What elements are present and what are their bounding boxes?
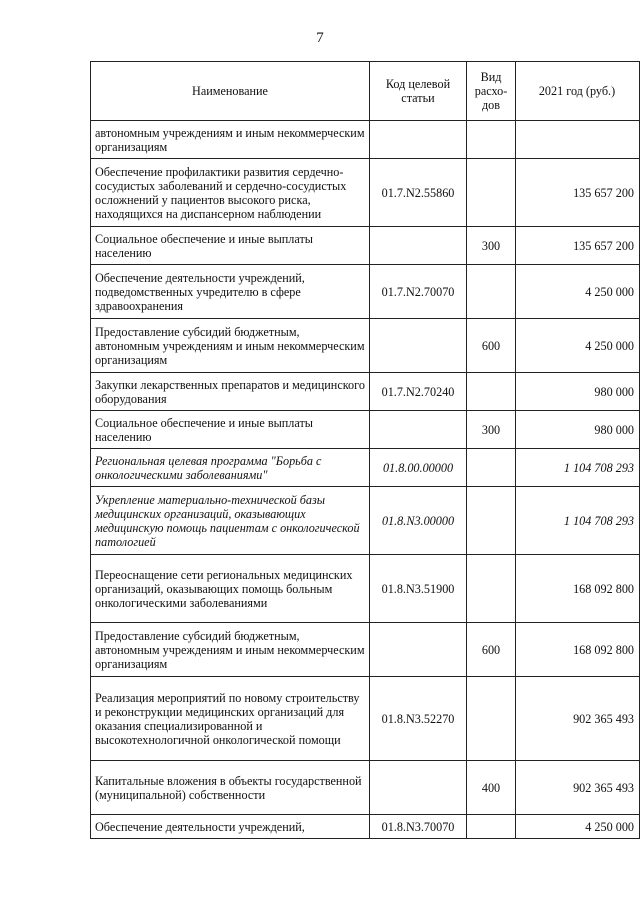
cell-type	[467, 555, 516, 623]
table-row	[91, 487, 640, 555]
cell-name: Капитальные вложения в объекты государственной (муниципальной) собственности	[91, 761, 370, 815]
cell-name: Реализация мероприятий по новому строительству и реконструкции медицинских организаций для оказания специализированной и высокотехнологичной онкологической помощи	[91, 677, 370, 761]
cell-name: Обеспечение деятельности учреждений,	[91, 815, 370, 839]
cell-amount: 902 365 493	[516, 677, 640, 761]
cell-type	[467, 373, 516, 411]
cell-amount: 4 250 000	[516, 815, 640, 839]
cell-amount	[516, 121, 640, 159]
cell-code	[370, 761, 467, 815]
header-amount: 2021 год (руб.)	[516, 62, 640, 121]
cell-code	[370, 623, 467, 677]
table-row	[91, 319, 640, 373]
cell-code: 01.8.N3.52270	[370, 677, 467, 761]
header-type: Вид расхо-дов	[467, 62, 516, 121]
table-row	[91, 815, 640, 839]
cell-name: Предоставление субсидий бюджетным, автономным учреждениям и иным некоммерческим организациям	[91, 623, 370, 677]
header-code: Код целевой статьи	[370, 62, 467, 121]
cell-amount: 1 104 708 293	[516, 449, 640, 487]
cell-code: 01.7.N2.70240	[370, 373, 467, 411]
cell-name: Переоснащение сети региональных медицинских организаций, оказывающих помощь больным онкологическими заболеваниями	[91, 555, 370, 623]
cell-code	[370, 227, 467, 265]
cell-code	[370, 121, 467, 159]
cell-type: 600	[467, 623, 516, 677]
cell-type	[467, 449, 516, 487]
cell-code: 01.8.N3.00000	[370, 487, 467, 555]
cell-name: Социальное обеспечение и иные выплаты населению	[91, 227, 370, 265]
cell-type: 400	[467, 761, 516, 815]
table-row	[91, 555, 640, 623]
cell-amount: 1 104 708 293	[516, 487, 640, 555]
cell-amount: 168 092 800	[516, 555, 640, 623]
cell-type	[467, 677, 516, 761]
cell-name: Социальное обеспечение и иные выплаты населению	[91, 411, 370, 449]
cell-amount: 168 092 800	[516, 623, 640, 677]
cell-type	[467, 815, 516, 839]
cell-amount: 980 000	[516, 373, 640, 411]
cell-amount: 4 250 000	[516, 319, 640, 373]
cell-code: 01.7.N2.55860	[370, 159, 467, 227]
cell-name: Закупки лекарственных препаратов и медицинского оборудования	[91, 373, 370, 411]
cell-type	[467, 487, 516, 555]
table-row	[91, 265, 640, 319]
cell-name: Обеспечение профилактики развития сердечно-сосудистых заболеваний и сердечно-сосудистых осложнений у пациентов высокого риска, находящихся на диспансерном наблюдении	[91, 159, 370, 227]
table-row	[91, 159, 640, 227]
cell-code	[370, 411, 467, 449]
header-name: Наименование	[91, 62, 370, 121]
cell-name: Региональная целевая программа "Борьба с онкологическими заболеваниями"	[91, 449, 370, 487]
cell-amount: 980 000	[516, 411, 640, 449]
table-row	[91, 411, 640, 449]
cell-name: автономным учреждениям и иным некоммерческим организациям	[91, 121, 370, 159]
table-header-row	[91, 62, 640, 121]
table-row	[91, 373, 640, 411]
cell-amount: 135 657 200	[516, 227, 640, 265]
cell-name: Укрепление материально-технической базы медицинских организаций, оказывающих медицинскую помощь пациентам с онкологической патологией	[91, 487, 370, 555]
cell-type	[467, 159, 516, 227]
cell-code: 01.8.00.00000	[370, 449, 467, 487]
cell-type: 600	[467, 319, 516, 373]
cell-code: 01.8.N3.70070	[370, 815, 467, 839]
cell-type	[467, 121, 516, 159]
cell-code: 01.8.N3.51900	[370, 555, 467, 623]
cell-name: Обеспечение деятельности учреждений, подведомственных учредителю в сфере здравоохранения	[91, 265, 370, 319]
page-number: 7	[316, 30, 324, 46]
table-row	[91, 623, 640, 677]
cell-amount: 135 657 200	[516, 159, 640, 227]
table-body	[91, 121, 640, 839]
cell-name: Предоставление субсидий бюджетным, автономным учреждениям и иным некоммерческим организациям	[91, 319, 370, 373]
cell-amount: 4 250 000	[516, 265, 640, 319]
cell-code	[370, 319, 467, 373]
table-row	[91, 121, 640, 159]
budget-table	[90, 61, 640, 839]
cell-code: 01.7.N2.70070	[370, 265, 467, 319]
table-row	[91, 761, 640, 815]
cell-type	[467, 265, 516, 319]
cell-amount: 902 365 493	[516, 761, 640, 815]
cell-type: 300	[467, 411, 516, 449]
table-row	[91, 677, 640, 761]
cell-type: 300	[467, 227, 516, 265]
table-row	[91, 449, 640, 487]
table-row	[91, 227, 640, 265]
